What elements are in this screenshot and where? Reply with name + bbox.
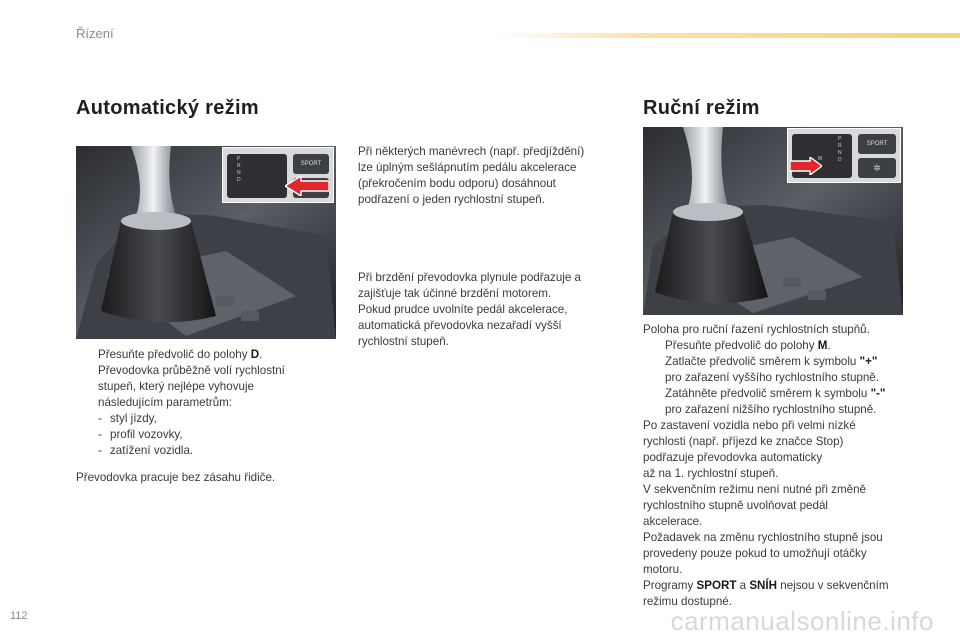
left-footer-text: Převodovka pracuje bez zásahu řidiče. [76,471,276,484]
selector-inset: SPORT P R N D [222,147,334,203]
section-label: Řízení [76,26,114,41]
manual-mode-photo [643,127,903,315]
right-title: Ruční režim [643,97,760,119]
watermark: carmanualsonline.info [670,606,934,636]
right-text-block: Poloha pro ruční řazení rychlostních stupňů. Přesuňte předvolič do polohy M. Zatlačte předvolič směrem k symbolu "+" pro zařazení vyššího rychlostního stupně. Zatáhněte předvolič směrem k symbolu "-" pro zařazení nižšího rychlostního stupně. Po zastavení vozidla nebo při velmi nízké rychlosti (např. příjezd ke značce Stop) podřazuje převodovka automaticky až na 1. rychlostní stupeň. V sekvenčním režimu není nutné při změně rychlostního stupně uvolňovat pedál akcelerace. Požadavek na změnu rychlostního stupně jsou provedeny pouze pokud to umožňují otáčky motoru. Programy SPORT a SNÍH nejsou v sekvenčním režimu dostupné. [643,323,889,608]
header-accent-bar [495,33,960,38]
param-item: - zatížení vozidla. [98,443,336,459]
sport-button: SPORT [858,134,896,154]
arrow-icon [790,157,822,175]
middle-paragraph-1: Při některých manévrech (např. předjíždění) lze úplným sešlápnutím pedálu akcelerace (překročením bodu odporu) dosáhnout podřazení o jeden rychlostní stupeň. [358,145,585,206]
middle-paragraph-2: Při brzdění převodovka plynule podřazuje a zajišťuje tak účinné brzdění motorem. Pokud prudce uvolníte pedál akcelerace, automatická převodovka nezařadí vyšší rychlostní stupeň. [358,271,581,348]
param-item: - styl jízdy, [98,411,336,427]
snowflake-icon: ✲ [858,158,896,178]
page-number: 112 [10,610,28,622]
auto-mode-photo [76,146,336,339]
selector-inset: SPORT ✲ P R N D M [787,128,901,183]
param-item: - profil vozovky, [98,427,336,443]
left-title: Automatický režim [76,97,259,119]
left-bullet-block: Přesuňte předvolič do polohy D. Převodovka průběžně volí rychlostní stupeň, který nejlépe vyhovuje následujícím parametrům: - styl jízdy, - profil vozovky, - zatížení vozidla. [76,347,336,459]
arrow-icon [285,176,329,196]
sport-button: SPORT [293,154,329,174]
